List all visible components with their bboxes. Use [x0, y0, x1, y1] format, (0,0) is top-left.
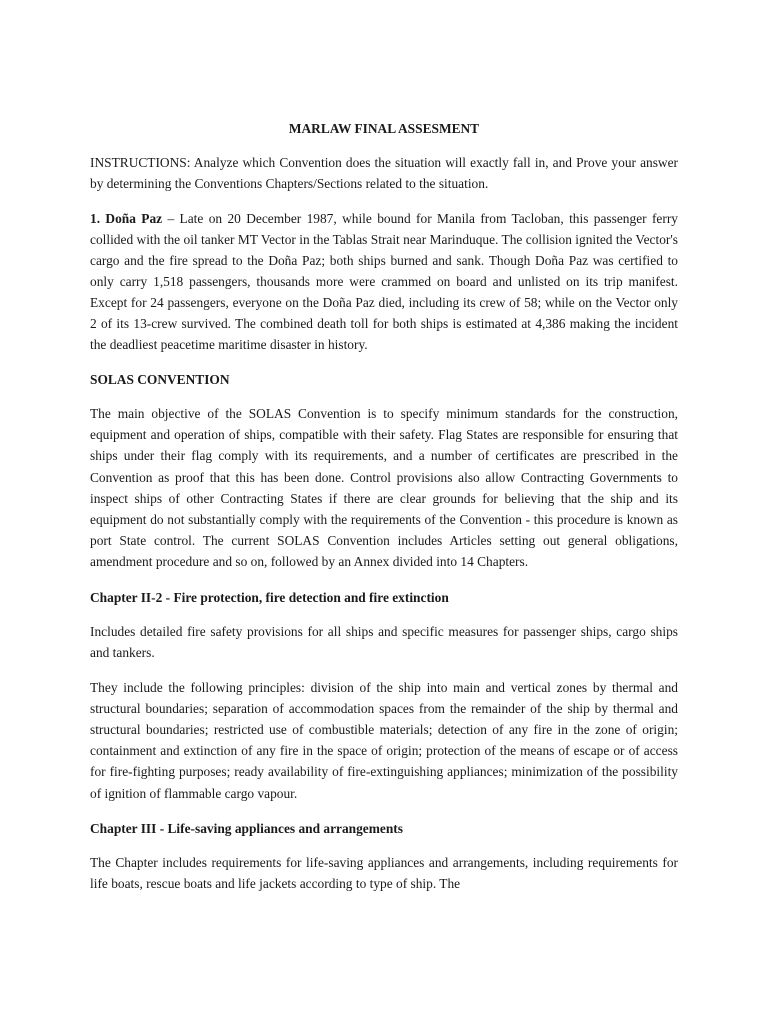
- chapter-3-heading: Chapter III - Life-saving appliances and arrangements: [90, 820, 403, 836]
- chapter-2-2-heading: Chapter II-2 - Fire protection, fire detection and fire extinction: [90, 589, 449, 605]
- chapter-2-2-paragraph-1: Includes detailed fire safety provisions for all ships and specific measures for passenger ships, cargo ships and tankers.: [90, 623, 678, 660]
- chapter-2-2-paragraph-2: They include the following principles: division of the ship into main and vertical zones by thermal and structural boundaries; separation of accommodation spaces from the remainder of the ship by thermal and structural boundaries; restricted use of combustible materials; detection of any fire in the zone of origin; containment and extinction of any fire in the space of origin; protection of the means of escape or of access for fire-fighting purposes; ready availability of fire-extinguishing appliances; minimization of the possibility of ignition of flammable cargo vapour.: [90, 679, 678, 801]
- convention-heading: SOLAS CONVENTION: [90, 372, 230, 387]
- case-paragraph: [90, 208, 678, 355]
- case-heading: 1. Doña Paz: [90, 211, 163, 226]
- chapter-3-paragraph-1: The Chapter includes requirements for life-saving appliances and arrangements, including requirements for life boats, rescue boats and life jackets according to type of ship. The: [90, 854, 678, 891]
- convention-paragraph: The main objective of the SOLAS Convention is to specify minimum standards for the construction, equipment and operation of ships, compatible with their safety. Flag States are responsible for ensuring that ships under their flag comply with its requirements, and a number of certificates are prescribed in the Convention as proof that this has been done. Control provisions also allow Contracting Governments to inspect ships of other Contracting States if there are clear grounds for believing that the ship and its equipment do not substantially comply with the requirements of the Convention - this procedure is known as port State control. The current SOLAS Convention includes Articles setting out general obligations, amendment procedure and so on, followed by an Annex divided into 14 Chapters.: [90, 406, 678, 570]
- document-title: MARLAW FINAL ASSESMENT: [288, 121, 480, 136]
- case-text: – Late on 20 December 1987, while bound for Manila from Tacloban, this passenger ferry collided with the oil tanker MT Vector in the Tablas Strait near Marinduque. The collision ignited the Vector's cargo and the fire spread to the Doña Paz; both ships burned and sank. Though Doña Paz was certified to only carry 1,518 passengers, thousands more were crammed on board and unlisted on its trip manifest. Except for 24 passengers, everyone on the Doña Paz died, including its crew of 58; while on the Vector only 2 of its 13-crew survived. The combined death toll for both ships is estimated at 4,386 making the incident the deadliest peacetime maritime disaster in history.: [90, 211, 678, 352]
- document-page: [90, 118, 678, 908]
- instructions-paragraph: INSTRUCTIONS: Analyze which Convention does the situation will exactly fall in, and Prove your answer by determining the Conventions Chapters/Sections related to the situation.: [90, 155, 678, 191]
